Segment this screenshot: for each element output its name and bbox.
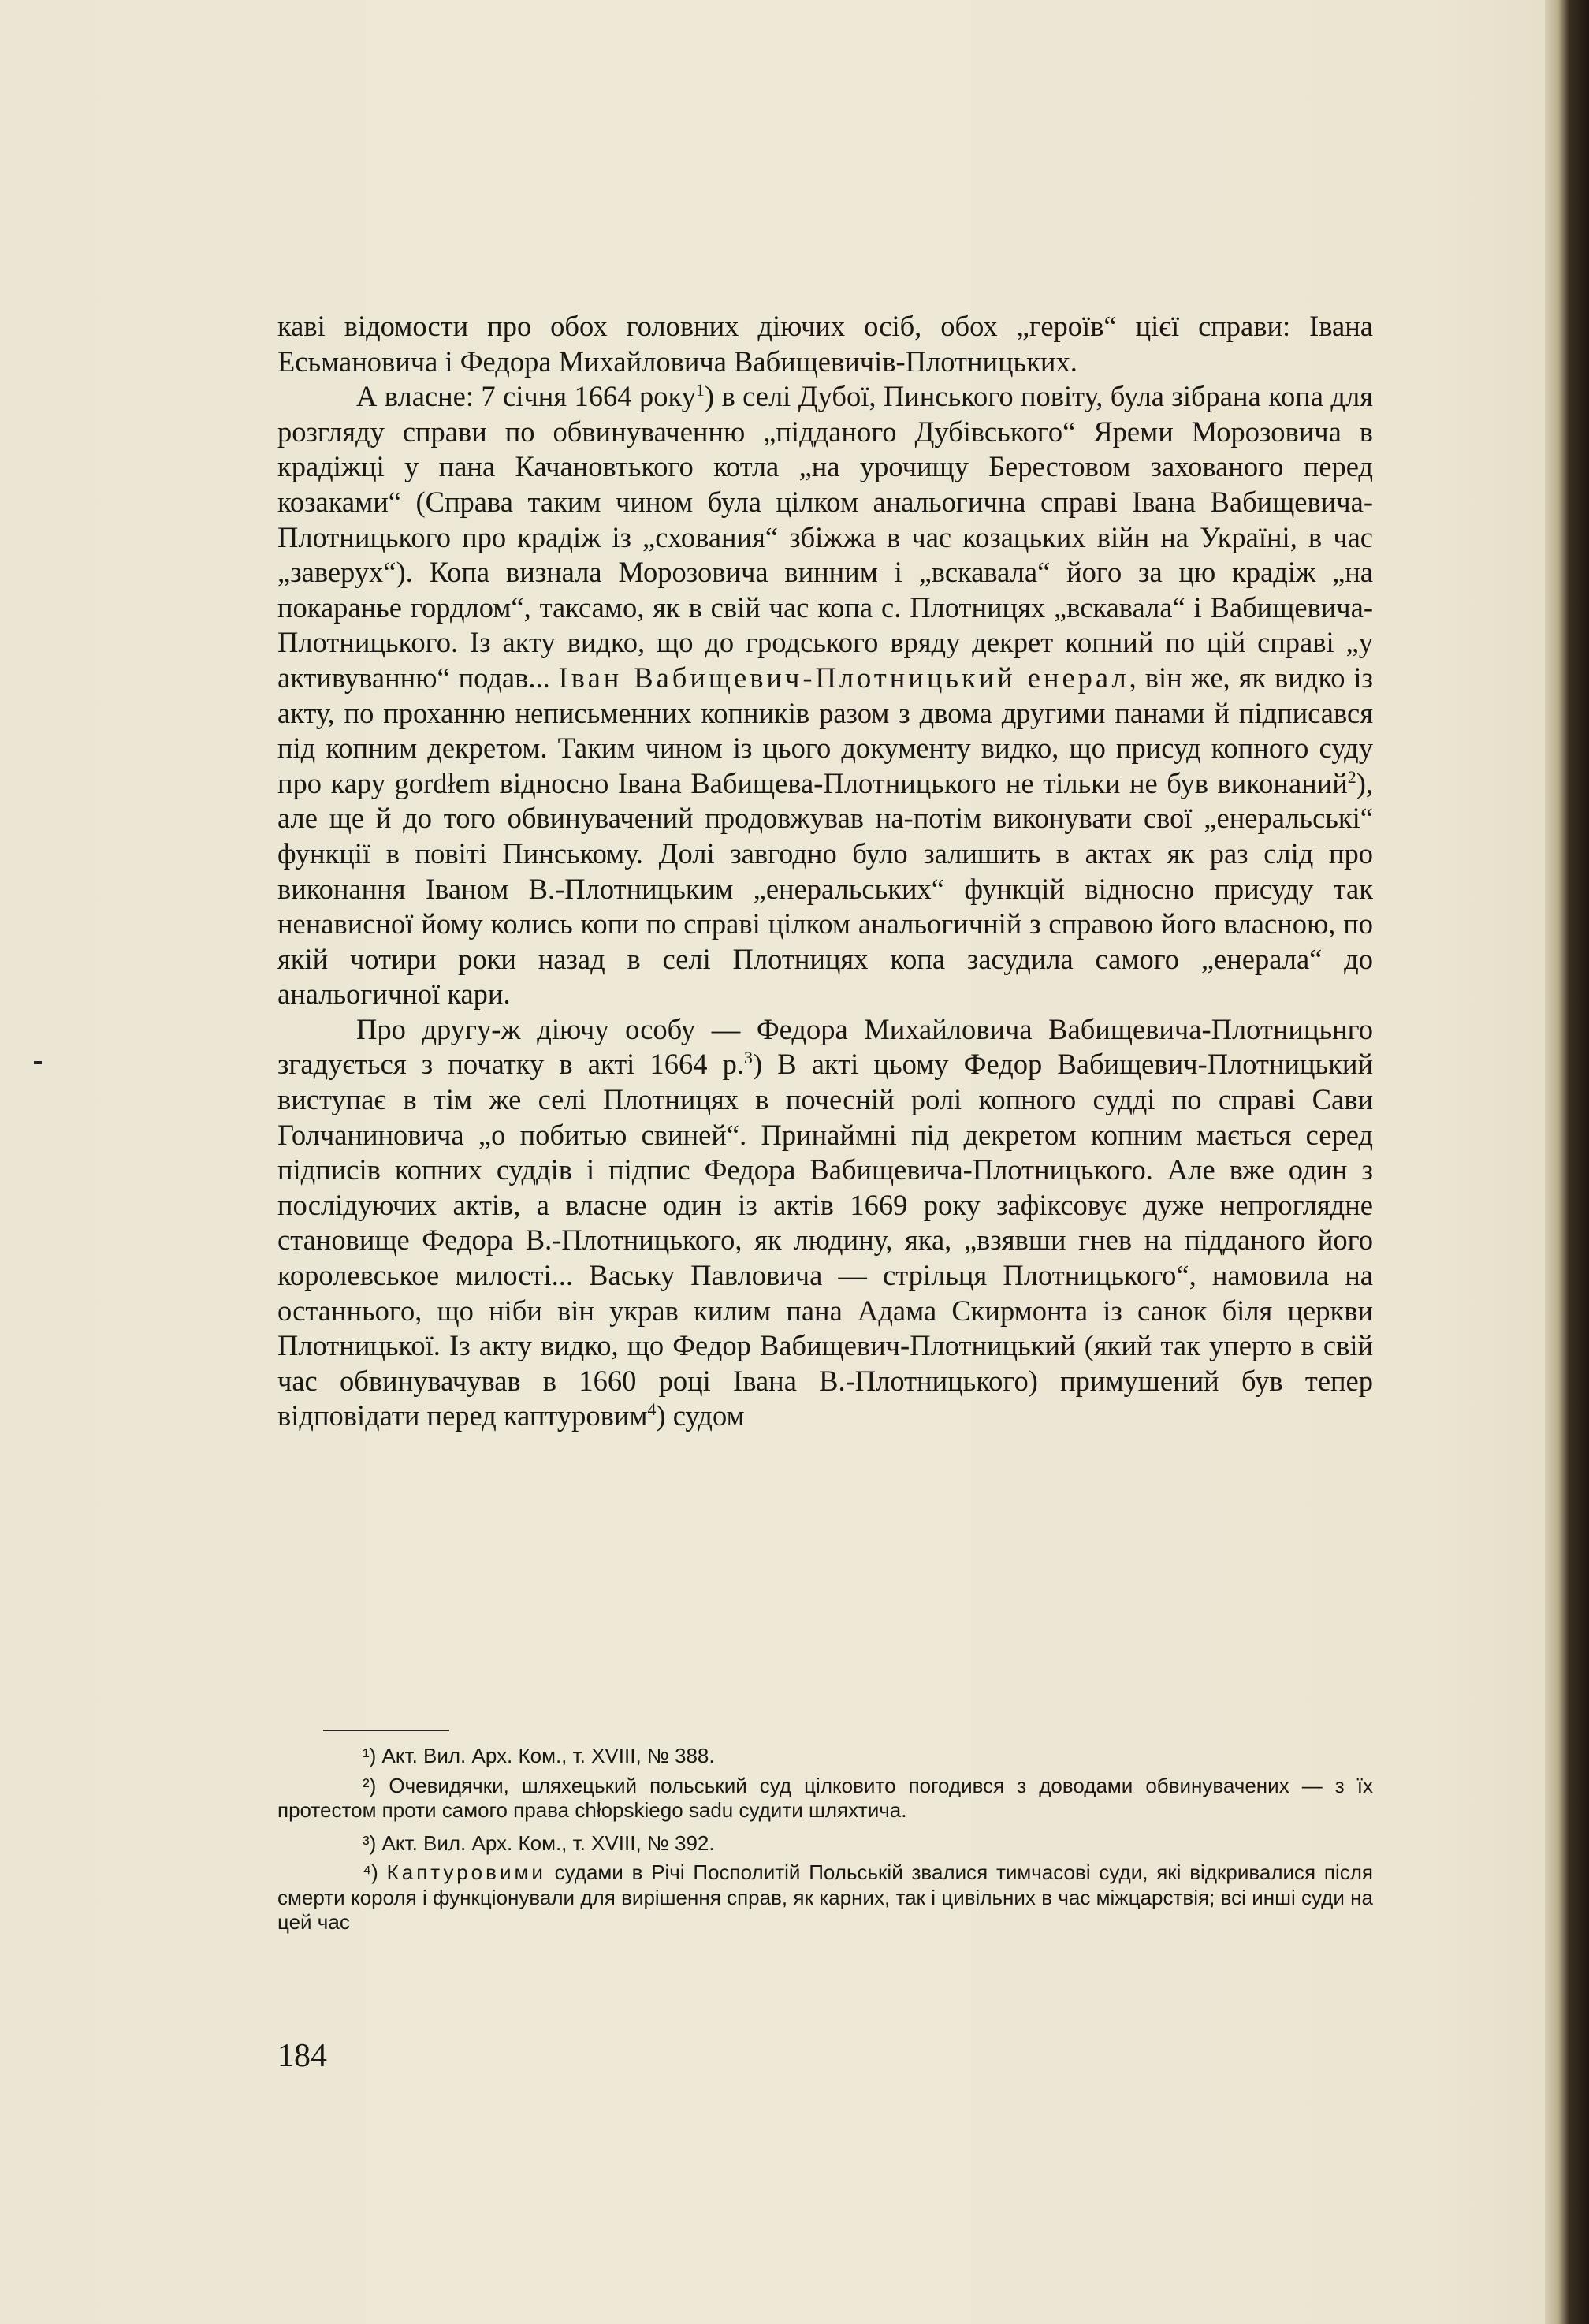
footnote-4-term: Каптуровими bbox=[386, 1860, 546, 1884]
footnote-1: ¹) Акт. Вил. Арх. Ком., т. XVIII, № 388. bbox=[363, 1744, 715, 1767]
footnote-ref-2: 2 bbox=[1347, 766, 1356, 787]
paragraph-3 bbox=[277, 1012, 1373, 1434]
paragraph-1-text: каві відомости про обох головних діючих осіб, обох „героїв“ цієї справи: Івана Есьмановича і Федора Михайловича Вабищевичів-Плотницьких. bbox=[277, 310, 1373, 378]
footnote-2: ²) Очевидячки, шляхецький польський суд цілковито погодився з доводами обвинувачених — з їх протестом проти самого права chłopskiego sadu судити шляхтича. bbox=[277, 1773, 1373, 1822]
footnote-3: ³) Акт. Вил. Арх. Ком., т. XVIII, № 392. bbox=[363, 1831, 715, 1855]
paragraph-2-text-a: А власне: 7 січня 1664 року bbox=[356, 380, 696, 413]
paragraph-2 bbox=[277, 379, 1373, 1012]
main-text bbox=[277, 309, 1373, 1434]
spaced-name: Іван Вабищевич-Плотницький енерал bbox=[558, 661, 1129, 694]
footnote-4-text: судами в Річі Посполитій Польській звалися тимчасові суди, які відкривалися після смерти короля і функціонували для вирішення справ, як карних, так і цивільних в час міжцарствія; всі инші суди на цей час bbox=[277, 1860, 1373, 1934]
paragraph-2-text-c: , він же, як видко із акту, по проханню неписьменних копників разом з двома другими панами й підписався під копним декретом. Таким чином із цього документу видко, що присуд копного суду про кару gordłem відносно Івана Вабищева-Плотницького не тільки не був виконаний bbox=[277, 661, 1373, 799]
footnote-ref-3: 3 bbox=[743, 1048, 753, 1068]
paragraph-2-text-b: ) в селі Дубої, Пинського повіту, була зібрана копа для розгляду справи по обвинуваченню „підданого Дубівського“ Яреми Морозовича в крадіжці у пана Качановтького котла „на урочищу Берестовом захованого перед козаками“ (Справа таким чином була цілком анальогична справі Івана Вабищевича-Плотницького про крадіж із „схования“ збіжжа в час козацьких війн на Україні, в час „заверух“). Копа визнала Морозовича винним і „вскавала“ його за цю крадіж „на покаранье гордлом“, таксамо, як в свій час копа с. Плотницях „вскавала“ і Вабищевича-Плотницького. Із акту видко, що до гродського вряду декрет копний по цій справі „у активуванню“ подав... bbox=[277, 380, 1374, 694]
footnote-ref-4: 4 bbox=[647, 1399, 657, 1420]
paragraph-2-text-d: ), але ще й до того обвинувачений продовжував на-потім виконувати свої „енеральські“ функції в повіті Пинському. Долі завгодно було залишить в актах як раз слід про виконання Іваном В.-Плотницьким „енеральських“ функцій відносно присуду так ненависної йому колись копи по справі цілком анальогичній з справою його власною, по якій чотири роки назад в селі Плотницях копа засудила самого „енерала“ до анальогичної кари. bbox=[277, 766, 1373, 1011]
margin-mark bbox=[34, 1061, 42, 1064]
footnote-ref-1: 1 bbox=[695, 380, 705, 400]
paragraph-3-text-b: ) В акті цьому Федор Вабищевич-Плотницький виступає в тім же селі Плотницях в почесній ролі копного судді по справі Сави Голчаниновича „о побитью свиней“. Принаймні під декретом копним мається серед підписів копних суддів і підпис Федора Вабищевича-Плотницького. Але вже один з послідуючих актів, а власне один із актів 1669 року зафіксовує дуже непроглядне становище Федора В.-Плотницького, як людину, яка, „взявши гнев на підданого його королевськое милості... Ваську Павловича — стрільця Плотницького“, намовила на останнього, що ніби він украв килим пана Адама Скирмонта із санок біля церкви Плотницької. Із акту видко, що Федор Вабищевич-Плотницький (який так уперто в свій час обвинувачував в 1660 році Івана В.-Плотницького) примушений був тепер відповідати перед каптуровим bbox=[277, 1048, 1373, 1432]
footnotes bbox=[277, 1744, 1373, 1943]
book-spine-shadow bbox=[1545, 0, 1589, 2324]
paragraph-3-text-a: Про другу-ж діючу особу — Федора Михайловича Вабищевича-Плотницьнго згадується з початку в акті 1664 р. bbox=[277, 1012, 1373, 1081]
footnote-divider bbox=[323, 1730, 449, 1731]
paragraph-3-text-c: ) судом bbox=[656, 1399, 745, 1432]
footnote-4-lead: ⁴) bbox=[363, 1860, 387, 1884]
page-number: 184 bbox=[277, 2038, 327, 2074]
footnote-4 bbox=[277, 1860, 1373, 1935]
paragraph-1 bbox=[277, 309, 1373, 379]
